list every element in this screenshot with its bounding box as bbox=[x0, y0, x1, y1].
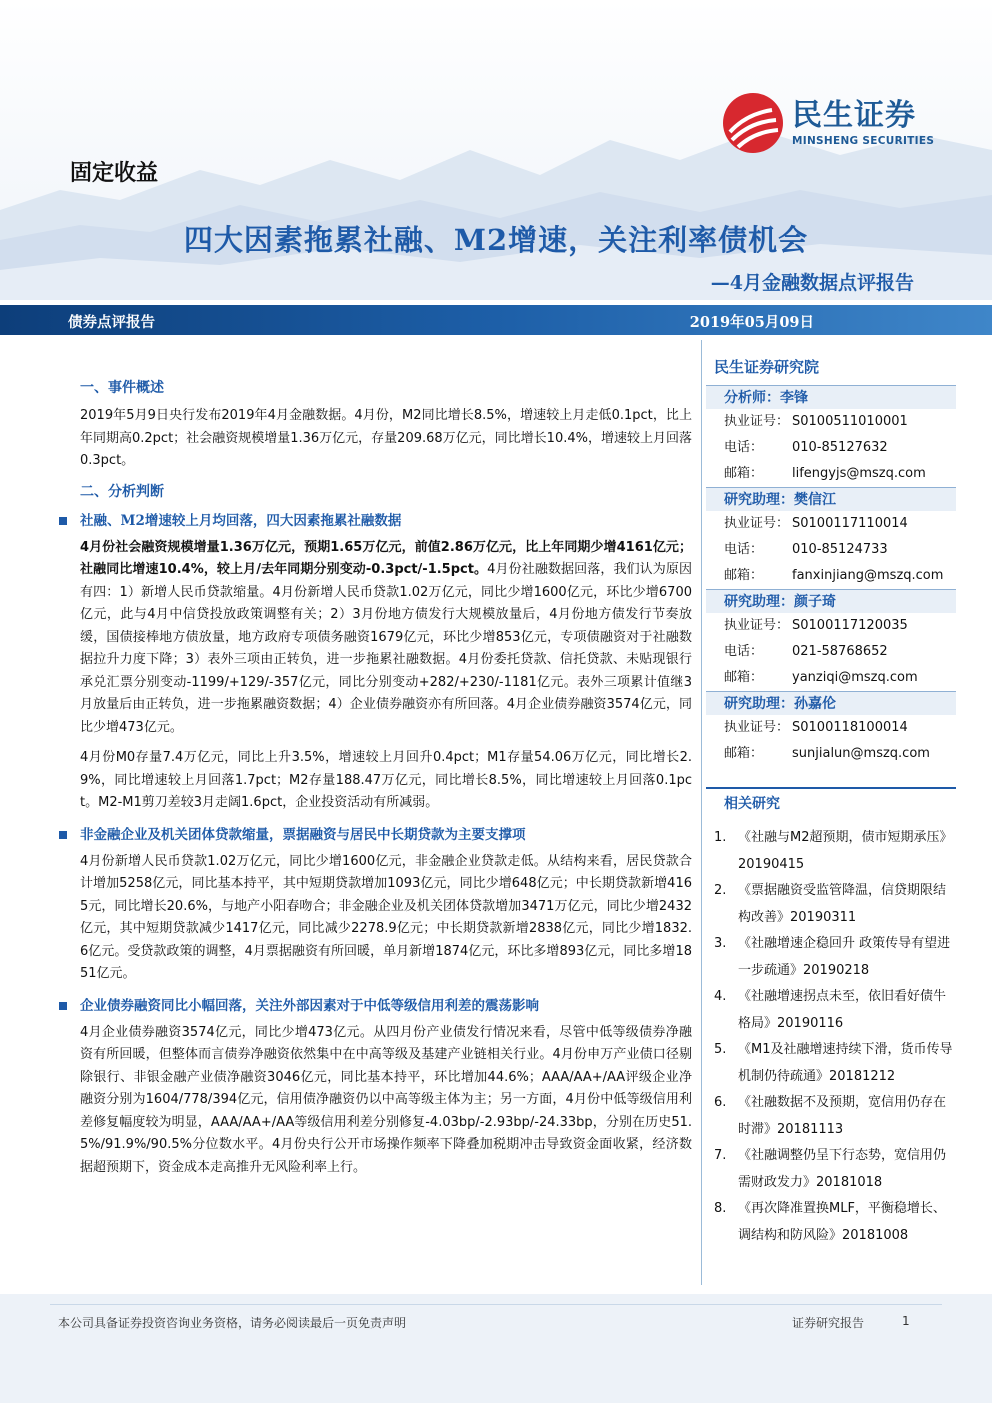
item-number: 3. bbox=[714, 936, 727, 951]
bullet-square-icon bbox=[59, 1002, 67, 1010]
report-date: 2019年05月09日 bbox=[689, 314, 814, 331]
list-item[interactable] bbox=[706, 878, 956, 931]
analysis-bullet-1 bbox=[80, 509, 692, 533]
list-item[interactable] bbox=[706, 1196, 956, 1249]
analysis-paragraph-1-body: 4月份社融数据回落，我们认为原因有四：1）新增人民币贷款缩量。4月份新增人民币贷款1.02万亿元，同比少增1600亿元，环比少增6700亿元，此与4月中信贷投放政策调整有关；2）3月份地方债发行大规模放量后，4月份地方债发行节奏放缓，国债接棒地方债放量，地方政府专项债务融资1679亿元，环比少增853亿元，专项债融资对于社融数据拉升力度下降；3）表外三项由正转负，进一步拖累社融数据。4月份委托贷款、信托贷款、未贴现银行承兑汇票分别变动-1199/+129/-357亿元，同比分别变动+282/+230/-1181亿元。表外三项累计值继3月放量后由正转负，进一步拖累融资数据；4）企业债券融资亦有所回落。4月企业债券融资3574亿元，同比少增473亿元。 bbox=[80, 562, 692, 735]
related-research-heading: 相关研究 bbox=[706, 787, 956, 817]
report-subtitle: —4月金融数据点评报告 bbox=[710, 272, 914, 294]
item-title: 《社融数据不及预期，宽信用仍存在时滞》20181113 bbox=[738, 1095, 947, 1137]
assistant-cert-row bbox=[706, 613, 956, 639]
cert-value: S0100511010001 bbox=[792, 414, 908, 429]
list-item[interactable] bbox=[706, 825, 956, 878]
cert-value: S0100117120035 bbox=[792, 618, 908, 633]
analyst-phone-row bbox=[706, 435, 956, 461]
brand-emblem-icon bbox=[722, 92, 784, 154]
research-institute: 民生证券研究院 bbox=[714, 358, 820, 376]
report-type: 债券点评报告 bbox=[68, 314, 155, 331]
list-item[interactable] bbox=[706, 1143, 956, 1196]
report-type-bar bbox=[0, 305, 992, 335]
phone-label: 电话： bbox=[724, 644, 764, 659]
list-item[interactable] bbox=[706, 984, 956, 1037]
item-title: 《社融调整仍呈下行态势，宽信用仍需财政发力》20181018 bbox=[738, 1148, 947, 1190]
page-number: 1 bbox=[902, 1314, 910, 1328]
list-item[interactable] bbox=[706, 1090, 956, 1143]
footer-divider bbox=[50, 1304, 942, 1305]
assistant-heading: 研究助理：樊信江 bbox=[706, 487, 956, 511]
email-link[interactable]: yanziqi@mszq.com bbox=[792, 670, 918, 685]
report-category: 固定收益 bbox=[70, 160, 159, 186]
brand-name-cn: 民生证券 bbox=[792, 98, 916, 133]
cert-label: 执业证号： bbox=[724, 720, 790, 735]
report-title: 四大因素拖累社融、M2增速，关注利率债机会 bbox=[183, 223, 809, 257]
phone-value: 010-85124733 bbox=[792, 542, 888, 557]
analysis-paragraph-1 bbox=[80, 537, 692, 740]
cert-value: S0100117110014 bbox=[792, 516, 908, 531]
bullet-2-text: 非金融企业及机关团体贷款缩量，票据融资与居民中长期贷款为主要支撑项 bbox=[80, 826, 526, 843]
analysis-bullet-2 bbox=[80, 823, 692, 847]
email-label: 邮箱： bbox=[724, 670, 764, 685]
main-content bbox=[80, 377, 692, 1187]
phone-label: 电话： bbox=[724, 542, 764, 557]
item-title: 《社融增速拐点未至，依旧看好债牛格局》20190116 bbox=[738, 989, 947, 1031]
analyst-cert-row bbox=[706, 409, 956, 435]
phone-value: 021-58768652 bbox=[792, 644, 888, 659]
cert-label: 执业证号： bbox=[724, 618, 790, 633]
event-paragraph: 2019年5月9日央行发布2019年4月金融数据。4月份，M2同比增长8.5%，增速较上月走低0.1pct，比上年同期高0.2pct；社会融资规模增量1.36万亿元，存量209.68万亿元，同比增长10.4%，增速较上月回落0.3pct。 bbox=[80, 408, 692, 468]
assistant-phone-row bbox=[706, 537, 956, 563]
assistant-email-row bbox=[706, 741, 956, 767]
item-number: 4. bbox=[714, 989, 727, 1004]
column-divider bbox=[701, 340, 702, 1285]
section-heading-analysis: 二、分析判断 bbox=[80, 483, 164, 500]
footer-doc-type: 证券研究报告 bbox=[792, 1316, 865, 1330]
assistant-email-row bbox=[706, 665, 956, 691]
analysis-paragraph-2: 4月份M0存量7.4万亿元，同比上升3.5%，增速较上月回升0.4pct；M1存量54.06万亿元，同比增长2.9%，同比增速较上月回落1.7pct；M2存量188.47万亿元，同比增长8.5%，同比增速较上月回落0.1pct。M2-M1剪刀差较3月走阔1.6pct，企业投资活动有所减弱。 bbox=[80, 750, 692, 810]
assistant-phone-row bbox=[706, 639, 956, 665]
analysis-paragraph-4: 4月企业债券融资3574亿元，同比少增473亿元。从四月份产业债发行情况来看，尽管中低等级债券净融资有所回暖，但整体而言债券净融资依然集中在中高等级及基建产业链相关行业。4月份申万产业债口径剔除银行、非银金融产业债净融资3046亿元，同比基本持平，环比增加44.6%；AAA/AA+/AA评级企业净融资分别为1604/778/394亿元，信用债净融资仍以中高等级主体为主；另一方面，4月份中低等级信用利差修复幅度较为明显，AAA/AA+/AA等级信用利差分别修复-4.03bp/-2.93bp/-24.33bp，分别在历史51.5%/91.9%/90.5%分位数水平。4月份央行公开市场操作频率下降叠加税期冲击导致资金面收紧，经济数据超预期下，资金成本走高推升无风险利率上行。 bbox=[80, 1024, 692, 1175]
item-title: 《M1及社融增速持续下滑，货币传导机制仍待疏通》20181212 bbox=[738, 1042, 953, 1084]
item-title: 《社融增速企稳回升 政策传导有望进一步疏通》20190218 bbox=[738, 936, 951, 978]
email-link[interactable]: fanxinjiang@mszq.com bbox=[792, 568, 944, 583]
analysis-paragraph-3: 4月份新增人民币贷款1.02万亿元，同比少增1600亿元，非金融企业贷款走低。从结构来看，居民贷款合计增加5258亿元，同比基本持平，其中短期贷款增加1093亿元，同比少增648亿元；中长期贷款新增4165元，同比增长20.6%，与地产小阳春吻合；非金融企业及机关团体贷款增加3471万亿元，同比少增2432亿元，其中短期贷款减少1417亿元，同比减少2278.9亿元；中长期贷款新增2838亿元，同比少增1832.6亿元。受贷款政策的调整，4月票据融资有所回暖，单月新增1874亿元，环比多增893亿元，同比多增1851亿元。 bbox=[80, 853, 692, 981]
email-link[interactable]: lifengyjs@mszq.com bbox=[792, 466, 926, 481]
assistant-heading: 研究助理：孙嘉伦 bbox=[706, 691, 956, 715]
item-number: 7. bbox=[714, 1148, 727, 1163]
email-label: 邮箱： bbox=[724, 746, 764, 761]
phone-label: 电话： bbox=[724, 440, 764, 455]
phone-value: 010-85127632 bbox=[792, 440, 888, 455]
related-research-list bbox=[706, 825, 956, 1249]
email-label: 邮箱： bbox=[724, 466, 764, 481]
bullet-square-icon bbox=[59, 831, 67, 839]
item-number: 1. bbox=[714, 830, 727, 845]
item-number: 5. bbox=[714, 1042, 727, 1057]
assistant-cert-row bbox=[706, 715, 956, 741]
bullet-3-text: 企业债券融资同比小幅回落，关注外部因素对于中低等级信用利差的震荡影响 bbox=[80, 997, 539, 1014]
item-number: 2. bbox=[714, 883, 727, 898]
page-footer bbox=[0, 1294, 992, 1403]
list-item[interactable] bbox=[706, 1037, 956, 1090]
item-title: 《票据融资受监管降温，信贷期限结构改善》20190311 bbox=[738, 883, 947, 925]
analyst-email-row bbox=[706, 461, 956, 487]
brand-logo bbox=[722, 92, 934, 154]
email-label: 邮箱： bbox=[724, 568, 764, 583]
analyst-heading: 分析师：李锋 bbox=[706, 385, 956, 409]
cert-label: 执业证号： bbox=[724, 414, 790, 429]
assistant-email-row bbox=[706, 563, 956, 589]
sidebar bbox=[706, 349, 956, 1249]
item-title: 《社融与M2超预期，债市短期承压》20190415 bbox=[738, 830, 953, 872]
footer-disclaimer: 本公司具备证券投资咨询业务资格，请务必阅读最后一页免责声明 bbox=[58, 1316, 407, 1330]
report-header bbox=[0, 0, 992, 340]
item-number: 6. bbox=[714, 1095, 727, 1110]
cert-value: S0100118100014 bbox=[792, 720, 908, 735]
bullet-square-icon bbox=[59, 517, 67, 525]
email-link[interactable]: sunjialun@mszq.com bbox=[792, 746, 930, 761]
analysis-paragraph-1-lead: 4月份社会融资规模增量1.36万亿元，预期1.65万亿元，前值2.86万亿元，比上年同期少增4161亿元；社融同比增速10.4%，较上月/去年同期分别变动-0.3pct/-1.5pct。 bbox=[80, 539, 692, 577]
analysis-bullet-3 bbox=[80, 994, 692, 1018]
list-item[interactable] bbox=[706, 931, 956, 984]
cert-label: 执业证号： bbox=[724, 516, 790, 531]
assistant-cert-row bbox=[706, 511, 956, 537]
brand-name-en: MINSHENG SECURITIES bbox=[792, 135, 935, 147]
assistant-heading: 研究助理：颜子琦 bbox=[706, 589, 956, 613]
bullet-1-text: 社融、M2增速较上月均回落，四大因素拖累社融数据 bbox=[80, 512, 402, 529]
item-number: 8. bbox=[714, 1201, 727, 1216]
item-title: 《再次降准置换MLF，平衡稳增长、调结构和防风险》20181008 bbox=[738, 1201, 946, 1243]
section-heading-event: 一、事件概述 bbox=[80, 380, 164, 396]
